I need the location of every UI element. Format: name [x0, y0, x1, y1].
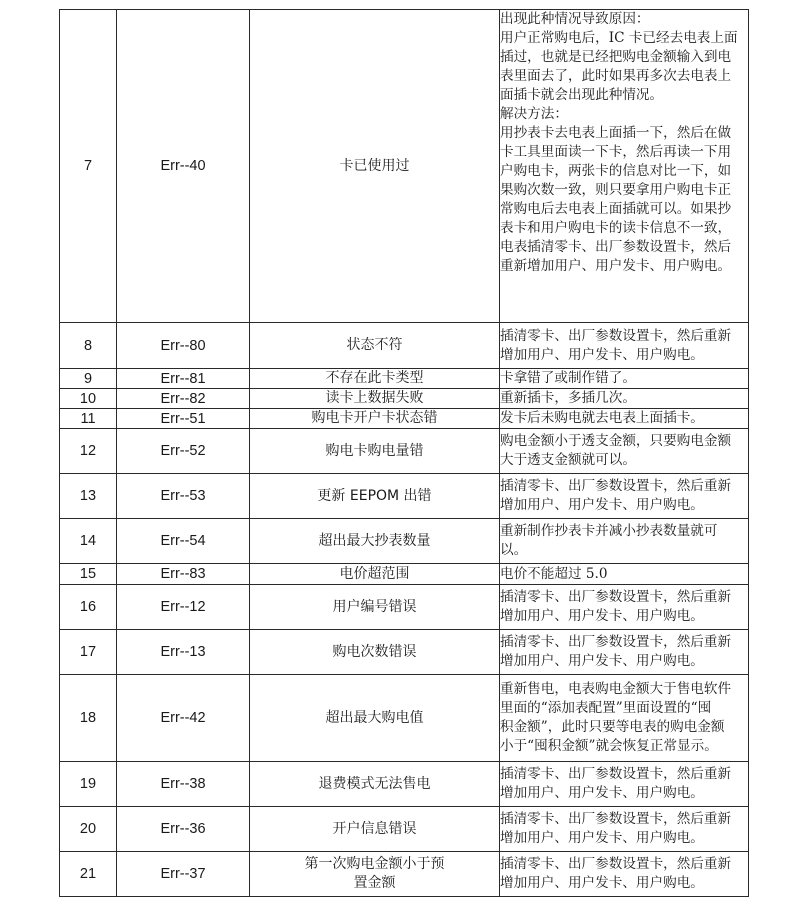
solution-line: 插清零卡、出厂参数设置卡，然后重新 [500, 856, 732, 872]
solution-line: 面插卡就会出现此种情况。 [500, 87, 664, 103]
error-row [60, 369, 749, 389]
solution-text [500, 409, 749, 429]
error-description-line: 购电卡开户卡状态错 [311, 410, 438, 426]
error-row [60, 429, 749, 474]
error-row [60, 807, 749, 852]
error-code: Err--83 [117, 564, 250, 585]
error-row [60, 675, 749, 762]
error-description-line: 用户编号错误 [332, 598, 417, 615]
solution-line: 插清零卡、出厂参数设置卡，然后重新 [500, 811, 732, 827]
solution-line: 插过，也就是已经把购电金额输入到电 [500, 49, 732, 65]
solution-line: 插清零卡、出厂参数设置卡，然后重新 [500, 589, 732, 605]
solution-line: 增加用户、用户发卡、用户购电。 [500, 875, 704, 891]
solution-text [500, 852, 749, 897]
solution-line: 插清零卡、出厂参数设置卡，然后重新 [500, 766, 732, 782]
solution-line: 用户正常购电后，IC 卡已经去电表上面 [500, 30, 738, 46]
error-row [60, 389, 749, 409]
error-code: Err--53 [117, 474, 250, 519]
error-row [60, 10, 749, 323]
solution-text [500, 519, 749, 564]
solution-line: 解决方法： [500, 106, 568, 122]
solution-line: 增加用户、用户发卡、用户购电。 [500, 785, 704, 801]
solution-text [500, 807, 749, 852]
error-code: Err--51 [117, 409, 250, 429]
error-description [250, 807, 500, 852]
error-description-line: 购电卡购电量错 [325, 442, 424, 459]
error-description-line: 超出最大抄表数量 [318, 532, 431, 549]
error-code-table-body [60, 10, 749, 897]
solution-line: 购电金额小于透支金额，只要购电金额 [500, 433, 732, 449]
solution-line: 小于“囤积金额”就会恢复正常显示。 [500, 738, 718, 754]
error-code: Err--80 [117, 323, 250, 369]
error-description [250, 474, 500, 519]
error-description-line: 购电次数错误 [332, 643, 417, 660]
row-number: 15 [60, 564, 117, 585]
solution-line: 电表插清零卡、出厂参数设置卡，然后 [500, 239, 732, 255]
solution-text [500, 675, 749, 762]
error-code: Err--40 [117, 10, 250, 323]
error-code: Err--37 [117, 852, 250, 897]
error-description [250, 389, 500, 409]
error-description-line: 超出最大购电值 [325, 709, 424, 726]
error-description [250, 409, 500, 429]
error-row [60, 409, 749, 429]
error-row [60, 852, 749, 897]
row-number: 16 [60, 585, 117, 630]
solution-line: 重新制作抄表卡并减小抄表数量就可 [500, 523, 718, 539]
error-description-line: 读卡上数据失败 [325, 390, 424, 406]
row-number: 10 [60, 389, 117, 409]
row-number: 13 [60, 474, 117, 519]
error-description-line: 不存在此卡类型 [325, 370, 424, 386]
row-number: 12 [60, 429, 117, 474]
error-description [250, 852, 500, 897]
error-description [250, 323, 500, 369]
row-number: 11 [60, 409, 117, 429]
error-description [250, 369, 500, 389]
solution-text [500, 474, 749, 519]
error-code: Err--12 [117, 585, 250, 630]
row-number: 8 [60, 323, 117, 369]
row-number: 19 [60, 762, 117, 807]
solution-line: 出现此种情况导致原因： [500, 11, 650, 27]
error-description [250, 429, 500, 474]
error-code: Err--54 [117, 519, 250, 564]
row-number: 9 [60, 369, 117, 389]
solution-line: 户购电卡，两张卡的信息对比一下，如 [500, 163, 732, 179]
row-number: 20 [60, 807, 117, 852]
solution-text [500, 762, 749, 807]
error-code: Err--38 [117, 762, 250, 807]
solution-line: 增加用户、用户发卡、用户购电。 [500, 346, 704, 363]
error-description [250, 10, 500, 323]
solution-line: 大于透支金额就可以。 [500, 452, 636, 468]
error-description-line: 第一次购电金额小于预 [304, 856, 445, 872]
error-row [60, 585, 749, 630]
error-code: Err--81 [117, 369, 250, 389]
solution-line: 表卡和用户购电卡的读卡信息不一致， [500, 220, 732, 236]
solution-line: 重新售电，电表购电金额大于售电软件 [500, 681, 732, 697]
solution-text [500, 564, 749, 585]
error-row [60, 564, 749, 585]
error-row [60, 519, 749, 564]
error-row [60, 762, 749, 807]
solution-line: 增加用户、用户发卡、用户购电。 [500, 830, 704, 846]
solution-line: 积金额”，此时只要等电表的购电金额 [500, 719, 725, 735]
row-number: 21 [60, 852, 117, 897]
solution-line: 增加用户、用户发卡、用户购电。 [500, 608, 704, 624]
solution-text [500, 323, 749, 369]
error-description [250, 630, 500, 675]
solution-line: 卡工具里面读一下卡，然后再读一下用 [500, 144, 732, 160]
error-description-line: 电价超范围 [339, 565, 410, 582]
error-description [250, 564, 500, 585]
solution-line: 以。 [500, 542, 528, 558]
error-row [60, 630, 749, 675]
error-description-line: 卡已使用过 [339, 157, 410, 174]
error-description-line: 置金额 [353, 875, 396, 891]
solution-line: 增加用户、用户发卡、用户购电。 [500, 653, 704, 669]
solution-text [500, 429, 749, 474]
solution-line: 常购电后去电表上面插就可以。如果抄 [500, 201, 732, 217]
error-code: Err--36 [117, 807, 250, 852]
solution-line: 用抄表卡去电表上面插一下，然后在做 [500, 125, 732, 141]
solution-line: 里面的“添加表配置”里面设置的“囤 [500, 700, 712, 716]
solution-text [500, 389, 749, 409]
row-number: 14 [60, 519, 117, 564]
error-code: Err--52 [117, 429, 250, 474]
error-code: Err--13 [117, 630, 250, 675]
solution-line: 表里面去了，此时如果再多次去电表上 [500, 68, 732, 84]
error-row [60, 474, 749, 519]
solution-text [500, 10, 749, 323]
error-description [250, 762, 500, 807]
error-description [250, 675, 500, 762]
row-number: 17 [60, 630, 117, 675]
error-row [60, 323, 749, 369]
solution-text [500, 585, 749, 630]
error-description-line: 状态不符 [346, 337, 403, 353]
error-description [250, 519, 500, 564]
solution-text [500, 630, 749, 675]
error-description [250, 585, 500, 630]
row-number: 7 [60, 10, 117, 323]
error-code: Err--42 [117, 675, 250, 762]
solution-line: 果购次数一致，则只要拿用户购电卡正 [500, 182, 732, 198]
error-code: Err--82 [117, 389, 250, 409]
solution-line: 重新增加用户、用户发卡、用户购电。 [500, 258, 732, 274]
solution-line: 插清零卡、出厂参数设置卡，然后重新 [500, 478, 732, 494]
row-number: 18 [60, 675, 117, 762]
solution-line: 插清零卡、出厂参数设置卡，然后重新 [500, 634, 732, 650]
solution-line: 插清零卡、出厂参数设置卡，然后重新 [500, 327, 732, 344]
solution-line: 电价不能超过 5.0 [500, 565, 608, 582]
error-description-line: 退费模式无法售电 [318, 775, 431, 792]
error-description-line: 更新 EEPOM 出错 [317, 487, 432, 504]
solution-text [500, 369, 749, 389]
solution-line: 卡拿错了或制作错了。 [500, 370, 636, 386]
solution-line: 发卡后未购电就去电表上面插卡。 [500, 410, 704, 426]
error-code-table [59, 9, 749, 897]
error-description-line: 开户信息错误 [332, 820, 417, 837]
solution-line: 重新插卡，多插几次。 [500, 390, 636, 406]
solution-line: 增加用户、用户发卡、用户购电。 [500, 497, 704, 513]
